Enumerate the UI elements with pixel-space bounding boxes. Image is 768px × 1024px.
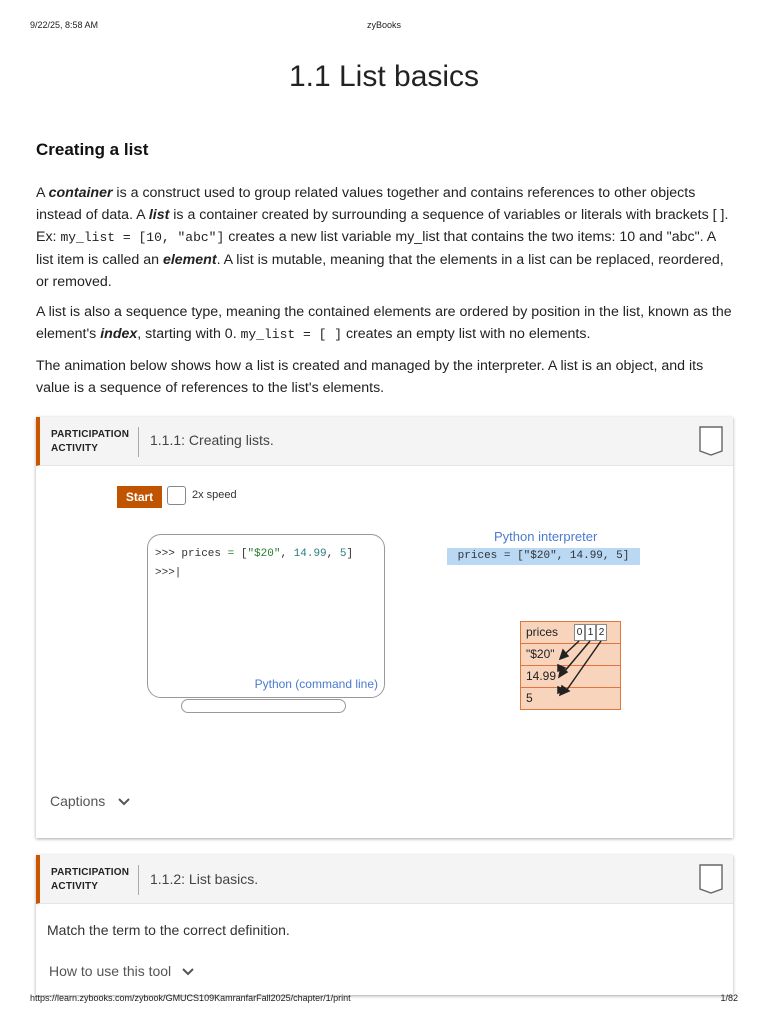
start-button[interactable]: Start bbox=[117, 486, 162, 508]
print-url: https://learn.zybooks.com/zybook/GMUCS109KamranfarFall2025/chapter/1/print bbox=[30, 993, 351, 1003]
activity-title: 1.1.1: Creating lists. bbox=[150, 432, 274, 448]
page-number: 1/82 bbox=[720, 993, 738, 1003]
memory-row-value: 14.99 bbox=[520, 666, 621, 688]
print-footer bbox=[0, 993, 768, 1007]
term-index: index bbox=[100, 326, 138, 342]
participation-activity-creating-lists bbox=[36, 417, 733, 838]
memory-row-value: "$20" bbox=[520, 644, 621, 666]
captions-label: Captions bbox=[50, 793, 106, 809]
memory-row-prices: prices 0 1 2 bbox=[520, 621, 621, 644]
print-site-name: zyBooks bbox=[366, 20, 401, 30]
terminal-caption: Python (command line) bbox=[254, 677, 378, 691]
participation-activity-list-basics bbox=[36, 855, 733, 995]
speed-checkbox[interactable] bbox=[167, 486, 186, 505]
term-container: container bbox=[48, 185, 113, 201]
list-index-2: 2 bbox=[596, 624, 607, 641]
term-list: list bbox=[148, 207, 170, 223]
command-line-terminal bbox=[147, 534, 385, 698]
animation-area bbox=[36, 465, 733, 838]
paragraph-index-definition: A list is also a sequence type, meaning the contained elements are ordered by position in the list, known as the element's index, starting with 0. my_list = [ ] creates an empty list with no elements. bbox=[36, 304, 732, 342]
bookmark-icon[interactable] bbox=[699, 426, 723, 456]
code-empty-list: my_list = [ ] bbox=[240, 327, 342, 342]
activity-header bbox=[36, 855, 733, 904]
print-datetime: 9/22/25, 8:58 AM bbox=[30, 20, 99, 30]
participation-activity-label: PARTICIPATION ACTIVITY bbox=[51, 867, 130, 892]
bookmark-icon[interactable] bbox=[699, 864, 723, 894]
header-divider bbox=[138, 865, 139, 895]
term-element: element bbox=[162, 252, 217, 268]
memory-diagram bbox=[520, 621, 621, 710]
captions-toggle[interactable] bbox=[50, 793, 131, 809]
interpreter-code: prices = ["$20", 14.99, 5] bbox=[447, 548, 640, 565]
code-example-list: my_list = [10, "abc"] bbox=[60, 230, 225, 245]
speed-label: 2x speed bbox=[192, 489, 237, 501]
interpreter-label: Python interpreter bbox=[494, 529, 598, 544]
activity-title: 1.1.2: List basics. bbox=[150, 871, 259, 887]
page-title: 1.1 List basics bbox=[288, 60, 480, 93]
terminal-line-1: >>> prices = ["$20", 14.99, 5] bbox=[155, 548, 354, 560]
activity-instruction: Match the term to the correct definition. bbox=[47, 922, 290, 938]
how-to-label: How to use this tool bbox=[49, 963, 172, 979]
list-index-1: 1 bbox=[585, 624, 596, 641]
how-to-use-toggle[interactable] bbox=[49, 963, 195, 979]
chevron-down-icon bbox=[181, 967, 195, 977]
header-divider bbox=[138, 427, 139, 457]
paragraph-animation-intro: The animation below shows how a list is created and managed by the interpreter. A list is an object, and its value is a sequence of references to the list's elements. bbox=[36, 358, 704, 396]
participation-activity-label: PARTICIPATION ACTIVITY bbox=[51, 429, 130, 454]
terminal-stand bbox=[181, 699, 346, 713]
section-heading: Creating a list bbox=[36, 140, 149, 159]
chevron-down-icon bbox=[117, 797, 131, 807]
terminal-line-2: >>>| bbox=[155, 567, 182, 579]
memory-row-value: 5 bbox=[520, 688, 621, 710]
activity-header bbox=[36, 417, 733, 466]
print-header bbox=[0, 20, 768, 34]
list-index-0: 0 bbox=[574, 624, 585, 641]
paragraph-container-definition: A container is a construct used to group related values together and contains references to other objects instead of data. A list is a container created by surrounding a sequence of variables or literals with brackets [ ]. Ex: my_list = [10, "abc"] creates a new list variable my_list that contains the two items: 10 and "abc". A list item is called an element. A list is mutable, meaning that the elements in a list can be replaced, reordered, or removed. bbox=[36, 185, 729, 290]
